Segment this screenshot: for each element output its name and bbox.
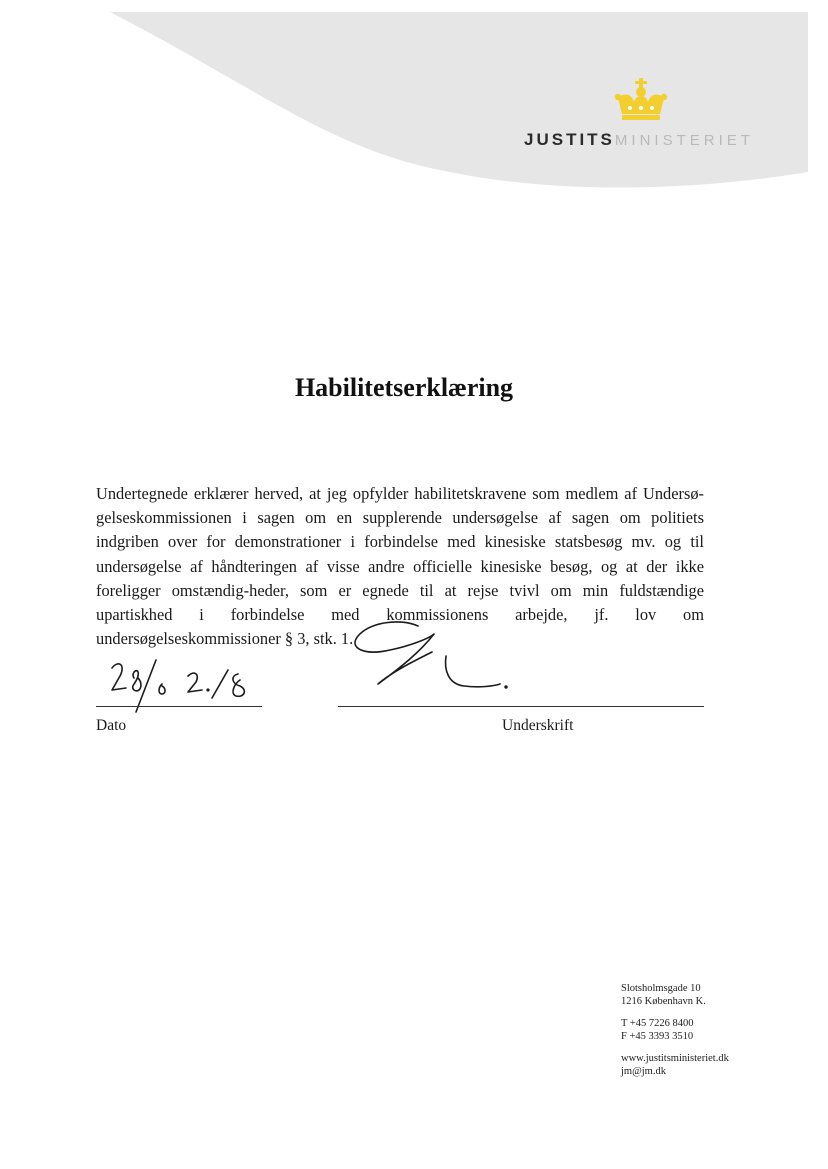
address-city: 1216 København K. xyxy=(621,996,706,1007)
document-title: Habilitetserklæring xyxy=(294,373,514,402)
wordmark-light: MINISTERIET xyxy=(614,132,754,149)
signature-line xyxy=(338,706,704,707)
date-line xyxy=(96,706,262,707)
declaration-text: Undertegnede erklærer herved, at jeg opfylder habilitetskravene som medlem af Undersø-gelseskommissionen i sagen om en supplerende undersøgelse af sagen om politiets indgriben over for demonstrationer i forbindelse med kinesiske statsbesøg mv. og til undersøgelse af håndteringen af visse andre officielle kinesiske besøg, og at der ikke foreligger omstændig-heder, som er egnede til at rejse tvivl om min fuldstændige upartiskhed i forbindelse med kommissionens arbejde, jf. lov om undersøgelseskommissioner § 3, stk. 1. xyxy=(96,484,704,649)
email-link[interactable]: jm@jm.dk xyxy=(621,1066,666,1077)
handwritten-date xyxy=(100,654,270,714)
ministry-logo xyxy=(524,78,764,158)
wordmark-bold: JUSTITS xyxy=(524,130,615,149)
fax-number: F +45 3393 3510 xyxy=(621,1031,694,1042)
signature-label: Underskrift xyxy=(502,717,574,734)
contact-footer xyxy=(621,982,729,1078)
address-street: Slotsholmsgade 10 xyxy=(621,983,701,994)
ministry-wordmark xyxy=(524,130,754,150)
handwritten-signature xyxy=(340,612,520,702)
phone-number: T +45 7226 8400 xyxy=(621,1018,694,1029)
date-label: Dato xyxy=(96,717,127,734)
crown-icon xyxy=(614,78,668,122)
website-link[interactable]: www.justitsministeriet.dk xyxy=(621,1053,729,1064)
